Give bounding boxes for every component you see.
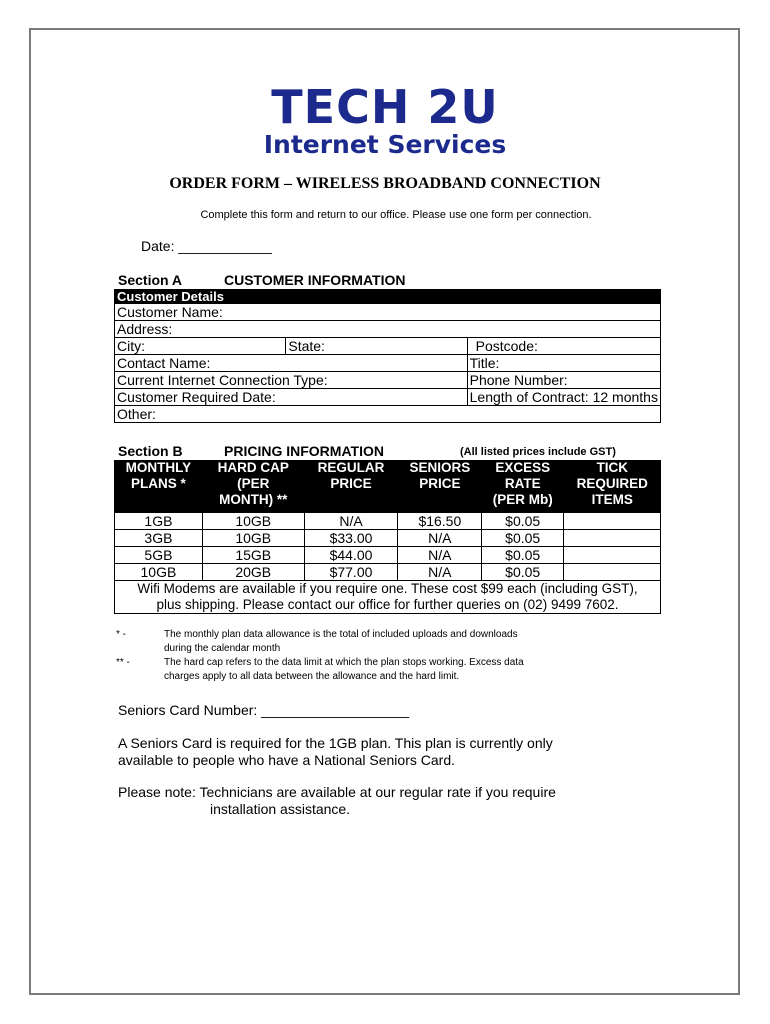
required-date-field[interactable]: Customer Required Date:	[115, 389, 468, 406]
section-a-title: CUSTOMER INFORMATION	[224, 272, 406, 288]
customer-name-field[interactable]: Customer Name:	[115, 304, 661, 321]
connection-type-field[interactable]: Current Internet Connection Type:	[115, 372, 468, 389]
company-logo-title: TECH 2U	[271, 80, 499, 134]
technician-note: Please note: Technicians are available at our regular rate if you require installation assistance.	[118, 784, 556, 817]
tick-box[interactable]	[564, 563, 661, 580]
phone-field[interactable]: Phone Number:	[467, 372, 660, 389]
footnote-2: ** - The hard cap refers to the data limit at which the plan stops working. Excess data charges apply to all data between the allowance and the hard limit.	[116, 657, 524, 682]
section-a-label: Section A	[118, 272, 183, 288]
table-row: 5GB 15GB $44.00 N/A $0.05	[115, 546, 661, 563]
customer-info-table	[114, 289, 661, 423]
wifi-modem-note: Wifi Modems are available if you require one. These cost $99 each (including GST), plus shipping. Please contact our office for further queries on (02) 9499 7602.	[115, 580, 661, 613]
company-logo-subtitle: Internet Services	[263, 130, 507, 159]
tick-box[interactable]	[564, 546, 661, 563]
section-b-label: Section B	[118, 443, 183, 459]
footnotes	[116, 628, 684, 684]
table-row: 3GB 10GB $33.00 N/A $0.05	[115, 529, 661, 546]
col-header-excess-rate: EXCESS RATE (PER Mb)	[482, 460, 564, 512]
col-header-hard-cap: HARD CAP (PER MONTH) **	[202, 460, 304, 512]
col-header-monthly-plans: MONTHLY PLANS *	[115, 460, 203, 512]
seniors-card-number-field[interactable]: Seniors Card Number: ___________________	[118, 702, 410, 718]
customer-details-header: Customer Details	[115, 290, 661, 304]
gst-note: (All listed prices include GST)	[460, 446, 616, 458]
section-b-title: PRICING INFORMATION	[224, 443, 384, 459]
col-header-seniors-price: SENIORS PRICE	[398, 460, 482, 512]
col-header-tick-items: TICK REQUIRED ITEMS	[564, 460, 661, 512]
table-row: 1GB 10GB N/A $16.50 $0.05	[115, 512, 661, 529]
form-instructions: Complete this form and return to our office. Please use one form per connection.	[200, 209, 592, 221]
postcode-field[interactable]: Postcode:	[467, 338, 660, 355]
tick-box[interactable]	[564, 529, 661, 546]
date-field[interactable]: Date: ____________	[141, 238, 272, 254]
contract-length-field: Length of Contract: 12 months	[467, 389, 660, 406]
contact-name-field[interactable]: Contact Name:	[115, 355, 468, 372]
seniors-card-paragraph: A Seniors Card is required for the 1GB plan. This plan is currently only available to people who have a National Seniors Card.	[118, 735, 553, 768]
pricing-table	[114, 460, 661, 614]
other-field[interactable]: Other:	[115, 406, 661, 423]
title-field[interactable]: Title:	[467, 355, 660, 372]
footnote-1: * - The monthly plan data allowance is the total of included uploads and downloads during the calendar month	[116, 629, 518, 654]
tick-box[interactable]	[564, 512, 661, 529]
address-field[interactable]: Address:	[115, 321, 661, 338]
table-row: 10GB 20GB $77.00 N/A $0.05	[115, 563, 661, 580]
city-field[interactable]: City:	[115, 338, 286, 355]
state-field[interactable]: State:	[286, 338, 467, 355]
form-title: ORDER FORM – WIRELESS BROADBAND CONNECTION	[169, 175, 601, 192]
col-header-regular-price: REGULAR PRICE	[304, 460, 398, 512]
